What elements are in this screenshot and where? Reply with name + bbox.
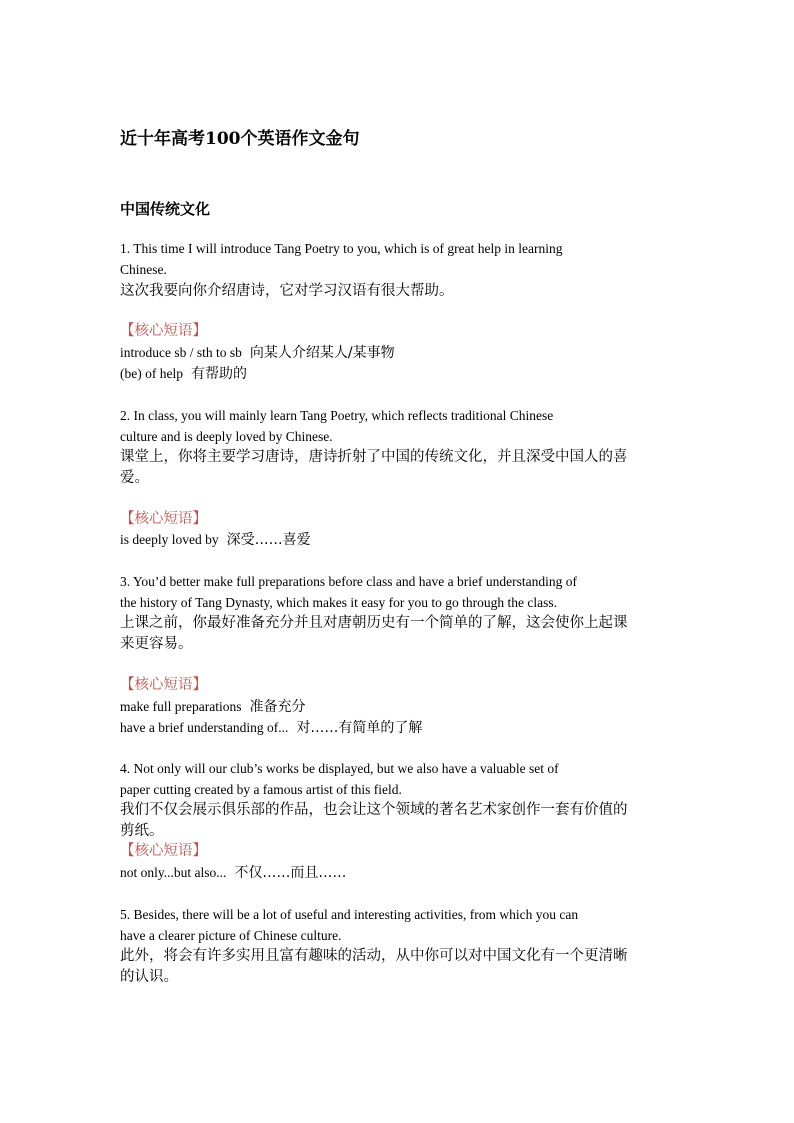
item-3-chinese-line-2: 来更容易。 [120,636,193,652]
item-1-chinese-line-1: 这次我要向你介绍唐诗，它对学习汉语有很大帮助。 [120,283,454,299]
section-heading: 中国传统文化 [120,200,211,218]
item-4-key-phrase-label: 【核心短语】 [120,843,207,859]
item-5-english-line-1: 5. Besides, there will be a lot of useful and interesting activities, from which you can [120,907,579,922]
item-3-phrase-2 [120,718,422,738]
phrase-english: not only...but also... [120,865,227,880]
item-3-key-phrase-label: 【核心短语】 [120,677,207,693]
item-1-key-phrase-label: 【核心短语】 [120,323,207,339]
item-1-english-line-2: Chinese. [120,262,167,277]
phrase-chinese: 深受……喜爱 [226,532,311,548]
item-2-english-line-1: 2. In class, you will mainly learn Tang Poetry, which reflects traditional Chinese [120,408,554,423]
phrase-chinese: 对……有简单的了解 [296,720,423,736]
phrase-english: make full preparations [120,699,242,714]
item-3-phrase-1 [120,697,305,717]
item-4-phrase-1 [120,863,346,883]
item-5-english-line-2: have a clearer picture of Chinese culture. [120,928,342,943]
item-3-chinese-line-1: 上课之前，你最好准备充分并且对唐朝历史有一个简单的了解，这会使你上起课 [120,615,628,631]
item-2-chinese-line-1: 课堂上，你将主要学习唐诗，唐诗折射了中国的传统文化，并且深受中国人的喜 [120,449,628,465]
item-3-english-line-1: 3. You’d better make full preparations before class and have a brief understanding of [120,574,577,589]
phrase-chinese: 有帮助的 [190,366,247,382]
item-1-phrase-1 [120,343,395,363]
item-1-phrase-2 [120,364,247,384]
item-3-english-line-2: the history of Tang Dynasty, which makes it easy for you to go through the class. [120,595,557,610]
item-4-english-line-1: 4. Not only will our club’s works be displayed, but we also have a valuable set of [120,761,559,776]
item-5-chinese-line-2: 的认识。 [120,969,178,985]
item-4-chinese-line-1: 我们不仅会展示俱乐部的作品，也会让这个领域的著名艺术家创作一套有价值的 [120,802,628,818]
item-5-chinese-line-1: 此外，将会有许多实用且富有趣味的活动，从中你可以对中国文化有一个更清晰 [120,948,628,964]
document-title: 近十年高考100个英语作文金句 [120,129,360,149]
phrase-english: have a brief understanding of... [120,720,289,735]
item-2-english-line-2: culture and is deeply loved by Chinese. [120,429,333,444]
phrase-english: (be) of help [120,366,183,381]
item-2-chinese-line-2: 爱。 [120,470,149,486]
phrase-chinese: 准备充分 [249,699,306,715]
phrase-english: is deeply loved by [120,532,219,547]
phrase-chinese: 不仅……而且…… [234,865,347,881]
item-1-english-line-1: 1. This time I will introduce Tang Poetry to you, which is of great help in learning [120,241,563,256]
item-2-phrase-1 [120,530,311,550]
phrase-english: introduce sb / sth to sb [120,345,242,360]
item-2-key-phrase-label: 【核心短语】 [120,511,207,527]
item-4-english-line-2: paper cutting created by a famous artist of this field. [120,782,402,797]
item-4-chinese-line-2: 剪纸。 [120,823,164,839]
phrase-chinese: 向某人介绍某人/某事物 [249,345,395,361]
